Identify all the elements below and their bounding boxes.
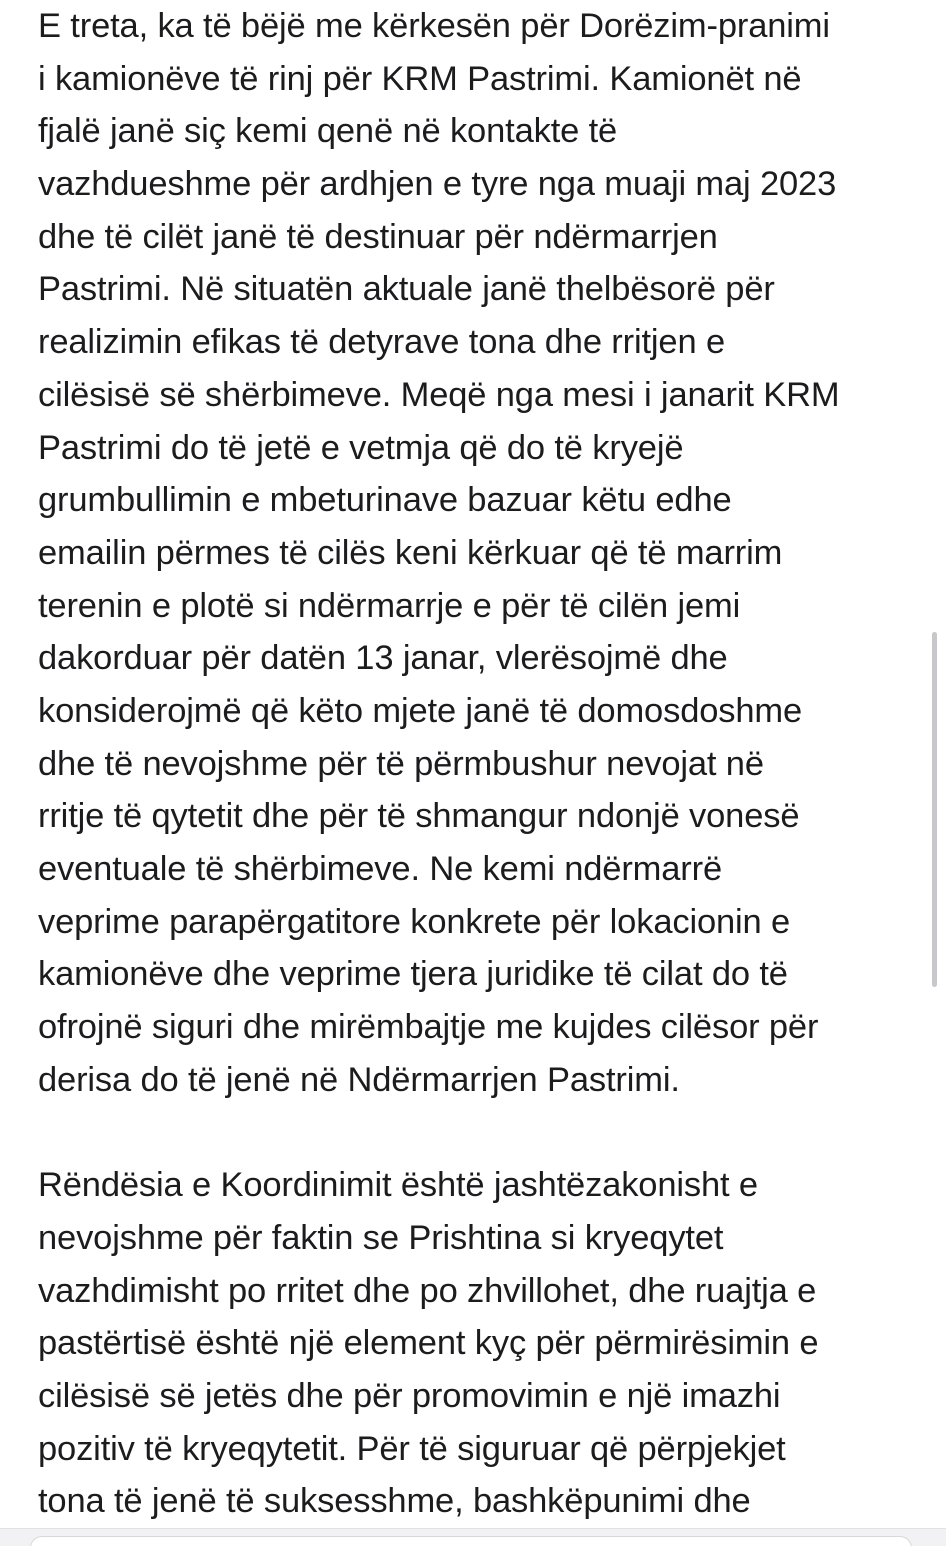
comment-input-field[interactable]: [30, 1536, 912, 1546]
text-line: pozitiv të kryeqytetit. Për të siguruar që përpjekjet: [38, 1429, 786, 1468]
text-line: dakorduar për datën 13 janar, vlerësojmë dhe: [38, 639, 728, 678]
paragraph-1: [38, 0, 918, 1106]
text-line: dhe të cilët janë të destinuar për ndërmarrjen: [38, 217, 718, 256]
text-line: i kamionëve të rinj për KRM Pastrimi. Kamionët në: [38, 59, 802, 98]
text-line: cilësisë së shërbimeve. Meqë nga mesi i janarit KRM: [38, 375, 840, 414]
text-line: realizimin efikas të detyrave tona dhe rritjen e: [38, 323, 725, 362]
text-line: derisa do të jenë në Ndërmarrjen Pastrimi.: [38, 1060, 680, 1099]
text-line: vazhdimisht po rritet dhe po zhvillohet, dhe ruajtja e: [38, 1271, 817, 1310]
text-line: Pastrimi. Në situatën aktuale janë thelbësorë për: [38, 270, 775, 309]
scroll-indicator[interactable]: [932, 632, 937, 987]
text-line: pastërtisë është një element kyç për përmirësimin e: [38, 1324, 819, 1363]
text-line: cilësisë së jetës dhe për promovimin e një imazhi: [38, 1376, 781, 1415]
text-line: konsiderojmë që këto mjete janë të domosdoshme: [38, 691, 803, 730]
paragraph-2: [38, 1159, 918, 1528]
text-line: tona të jenë të suksesshme, bashkëpunimi dhe: [38, 1482, 751, 1521]
paragraph-spacer: [38, 1106, 918, 1159]
text-line: emailin përmes të cilës keni kërkuar që të marrim: [38, 533, 783, 572]
text-line: Pastrimi do të jetë e vetmja që do të kryejë: [38, 428, 684, 467]
text-line: vazhdueshme për ardhjen e tyre nga muaji maj 2023: [38, 165, 837, 204]
text-line: grumbullimin e mbeturinave bazuar këtu edhe: [38, 481, 732, 520]
text-line: rritje të qytetit dhe për të shmangur ndonjë vonesë: [38, 797, 800, 836]
text-line: ofrojnë siguri dhe mirëmbajtje me kujdes cilësor për: [38, 1008, 819, 1047]
text-line: dhe të nevojshme për të përmbushur nevojat në: [38, 744, 764, 783]
text-line: E treta, ka të bëjë me kërkesën për Dorëzim-pranimi: [38, 7, 830, 45]
post-text: [38, 0, 918, 1528]
text-line: fjalë janë siç kemi qenë në kontakte të: [38, 112, 618, 151]
text-line: Rëndësia e Koordinimit është jashtëzakonisht e: [38, 1166, 758, 1205]
text-line: kamionëve dhe veprime tjera juridike të cilat do të: [38, 955, 788, 994]
text-line: terenin e plotë si ndërmarrje e për të cilën jemi: [38, 586, 741, 625]
text-line: eventuale të shërbimeve. Ne kemi ndërmarrë: [38, 850, 723, 888]
text-line: nevojshme për faktin se Prishtina si kryeqytet: [38, 1218, 724, 1257]
text-line: veprime parapërgatitore konkrete për lokacionin e: [38, 902, 791, 941]
